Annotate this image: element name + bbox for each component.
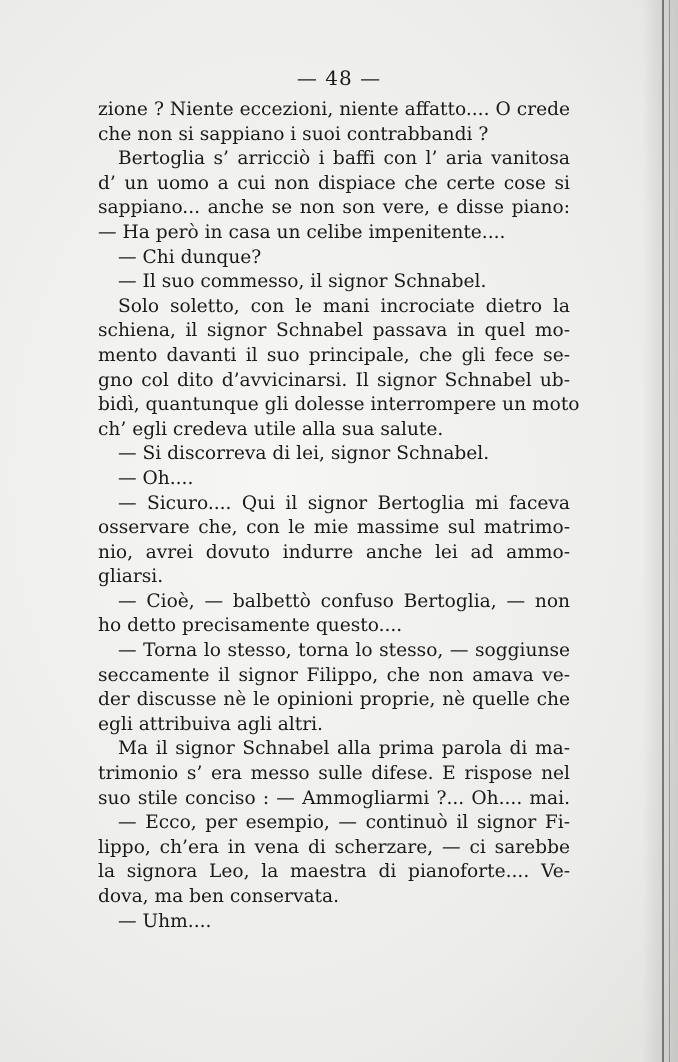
text-line: bidì, quantunque gli dolesse interrompere un moto (98, 394, 580, 416)
body-text (98, 98, 580, 934)
binding-edge (662, 0, 664, 1062)
text-line: ho detto precisamente questo.... (98, 615, 403, 637)
text-line: che non si sappiano i suoi contrabbandi ? (98, 123, 489, 145)
text-line: — Cioè, — balbettò confuso Bertoglia, — non (118, 590, 570, 612)
text-line: — Ha però in casa un celibe impenitente.... (98, 221, 506, 243)
text-line: nio, avrei dovuto indurre anche lei ad ammo- (98, 541, 570, 563)
text-line: lippo, ch’era in vena di scherzare, — ci sarebbe (98, 836, 570, 858)
page-gutter-shadow (642, 0, 678, 1062)
text-line: — Si discorreva di lei, signor Schnabel. (118, 443, 490, 465)
text-line: Ma il signor Schnabel alla prima parola di ma- (118, 738, 570, 760)
text-line: dova, ma ben conservata. (98, 886, 340, 907)
text-line: — Sicuro.... Qui il signor Bertoglia mi faceva (118, 492, 570, 514)
text-line: — Uhm.... (118, 910, 212, 932)
text-line: — Torna lo stesso, torna lo stesso, — soggiunse (118, 640, 570, 662)
text-line: der discusse nè le opinioni proprie, nè quelle che (98, 689, 570, 711)
text-line: suo stile conciso : — Ammogliarmi ?... Oh.... mai. (98, 787, 570, 809)
text-line: gliarsi. (98, 566, 164, 588)
text-line: mento davanti il suo principale, che gli fece se- (98, 344, 570, 366)
text-line: zione ? Niente eccezioni, niente affatto.... O crede (98, 99, 570, 120)
text-line: — Il suo commesso, il signor Schnabel. (118, 271, 487, 293)
text-line: Solo soletto, con le mani incrociate dietro la (118, 295, 570, 317)
text-line: seccamente il signor Filippo, che non amava ve- (98, 664, 570, 686)
text-line: egli attribuiva agli altri. (98, 713, 323, 735)
text-line: ch’ egli credeva utile alla sua salute. (98, 418, 444, 440)
text-line: osservare che, con le mie massime sul matrimo- (98, 517, 570, 539)
text-line: la signora Leo, la maestra di pianoforte.... Ve- (98, 861, 570, 883)
text-line: — Chi dunque? (118, 246, 262, 268)
text-line: schiena, il signor Schnabel passava in quel mo- (98, 320, 570, 342)
text-line: Bertoglia s’ arricciò i baffi con l’ aria vanitosa (118, 148, 570, 170)
text-line: sappiano... anche se non son vere, e disse piano: (98, 197, 570, 219)
binding-edge-inner (669, 0, 670, 1062)
text-line: — Oh.... (118, 467, 194, 489)
text-line: — Ecco, per esempio, — continuò il signor Fi- (118, 812, 570, 834)
text-line: trimonio s’ era messo sulle difese. E rispose nel (98, 763, 570, 785)
page-number: — 48 — (296, 66, 382, 90)
text-line: gno col dito d’avvicinarsi. Il signor Schnabel ub- (98, 369, 570, 391)
text-line: d’ un uomo a cui non dispiace che certe cose si (98, 172, 570, 194)
